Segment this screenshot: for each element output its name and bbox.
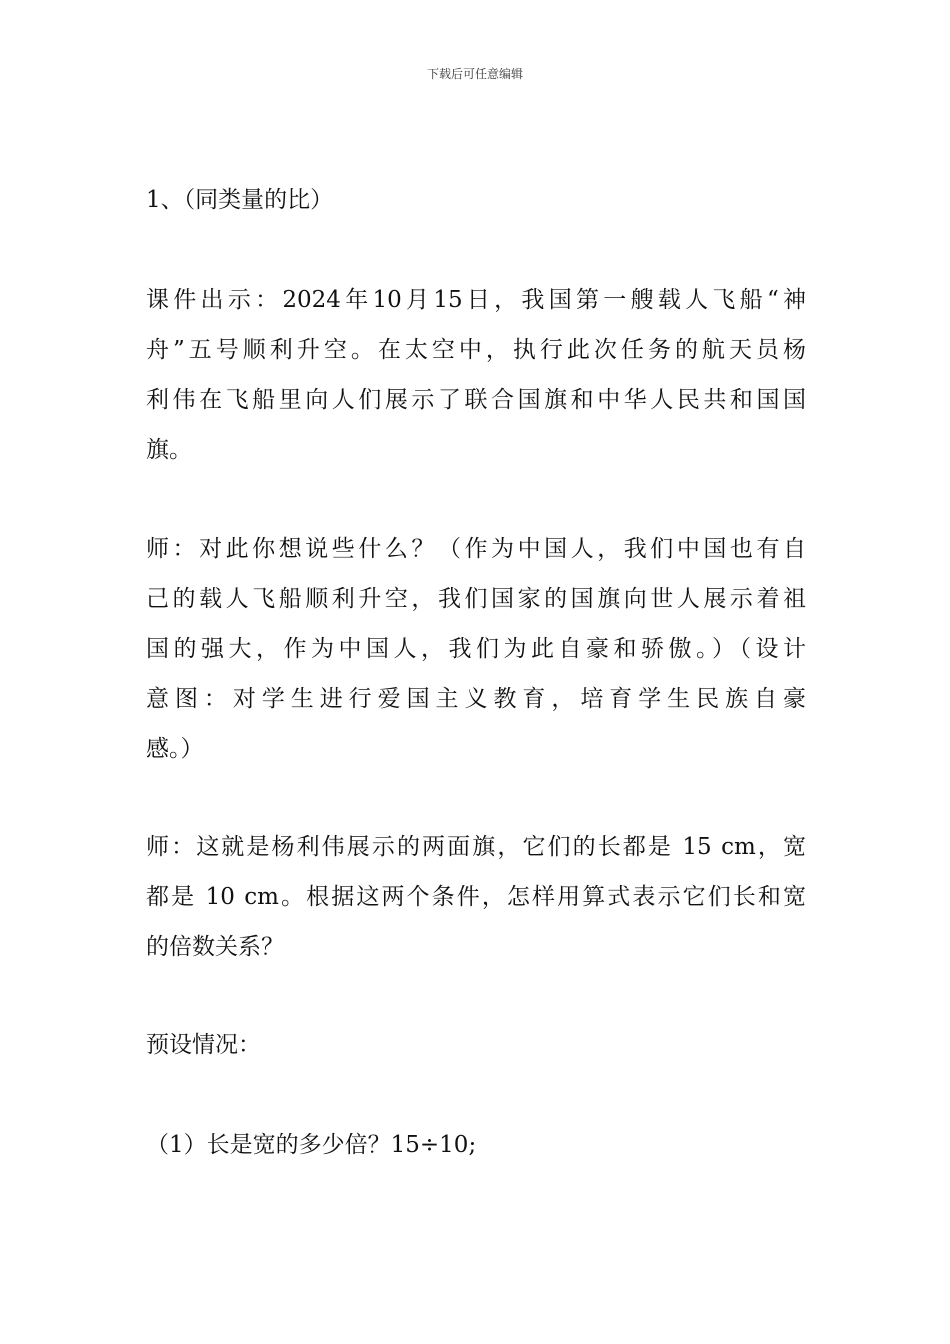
paragraph-line: 都是 10 cm。根据这两个条件，怎样用算式表示它们长和宽 (146, 884, 806, 910)
paragraph-line: 师：这就是杨利伟展示的两面旗，它们的长都是 15 cm，宽 (146, 834, 806, 860)
page-header: 下载后可任意编辑 (426, 67, 523, 81)
paragraph-line: 利伟在飞船里向人们展示了联合国旗和中华人民共和国国 (146, 387, 806, 413)
paragraph-line: 感。） (146, 736, 204, 762)
paragraph-case-one: （1）长是宽的多少倍？15÷10; (146, 1132, 477, 1158)
paragraph-line: 己的载人飞船顺利升空，我们国家的国旗向世人展示着祖 (146, 586, 806, 612)
paragraph-flags-dimensions (146, 822, 806, 972)
paragraph-preset-situation: 预设情况： (146, 1032, 261, 1058)
paragraph-course-display (146, 275, 806, 475)
section-heading: 1、（同类量的比） (146, 187, 334, 213)
paragraph-line: 师：对此你想说些什么？（作为中国人，我们中国也有自 (146, 536, 806, 562)
paragraph-line: 课件出示：2024年10月15日，我国第一艘载人飞船“神 (146, 287, 806, 313)
paragraph-line: 旗。 (146, 437, 192, 463)
paragraph-teacher-question (146, 524, 806, 774)
paragraph-line: 意图：对学生进行爱国主义教育，培育学生民族自豪 (146, 686, 806, 712)
paragraph-line: 国的强大，作为中国人，我们为此自豪和骄傲。）（设计 (146, 636, 806, 662)
paragraph-line: 的倍数关系？ (146, 934, 284, 960)
paragraph-line: 舟”五号顺利升空。在太空中，执行此次任务的航天员杨 (146, 337, 806, 363)
